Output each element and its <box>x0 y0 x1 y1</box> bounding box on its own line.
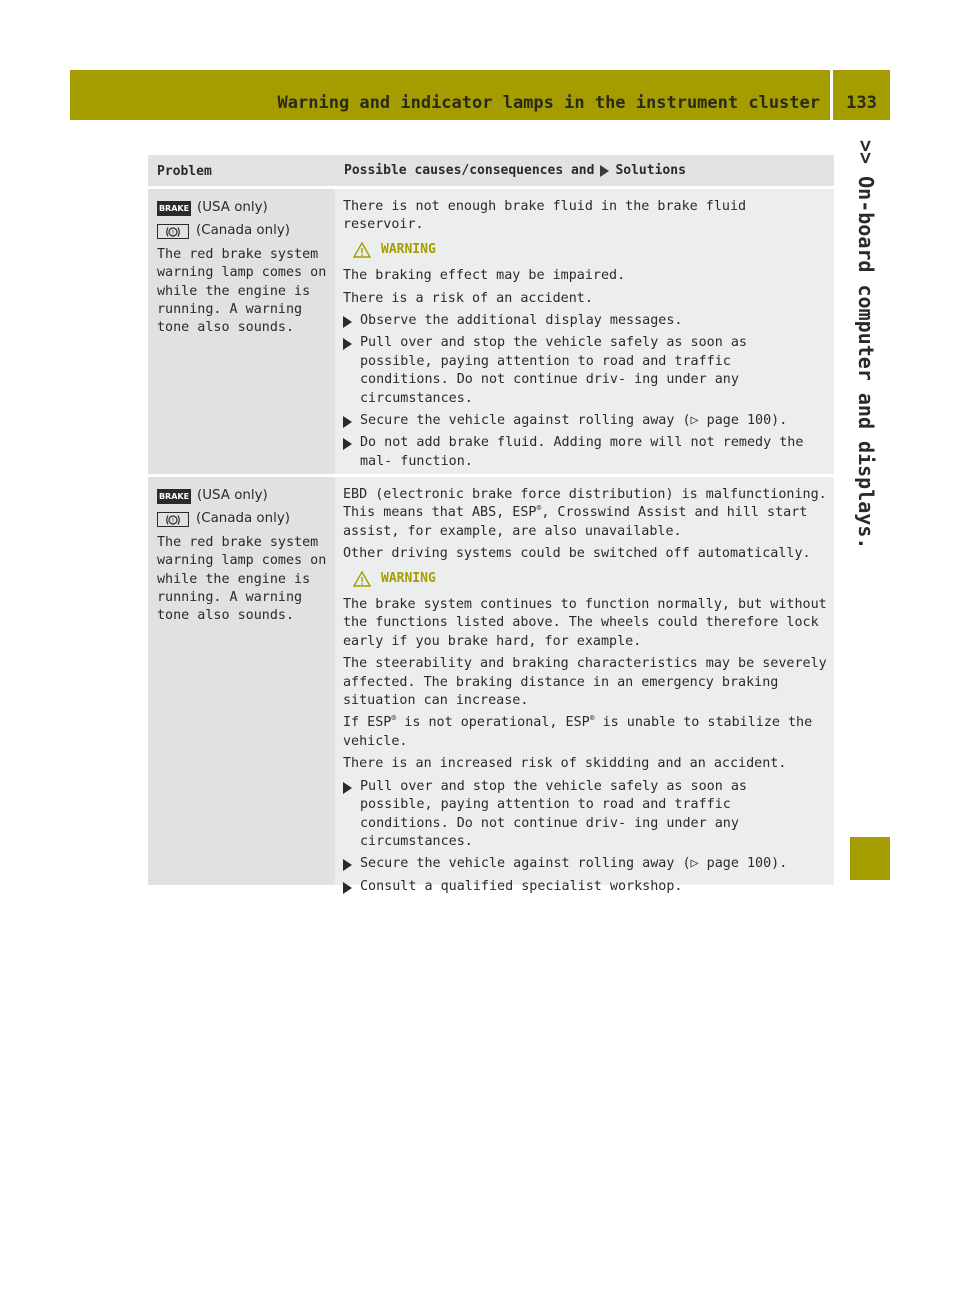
problem-description: The red brake system warning lamp comes on while the engine is running. A warning tone also sounds. <box>157 534 327 624</box>
cause-text: There is not enough brake fluid in the brake fluid reservoir. <box>343 199 747 233</box>
consequence-text: The braking effect may be impaired. <box>343 268 626 284</box>
table-header <box>148 155 834 186</box>
lamp-canada-label: (Canada only) <box>196 223 290 239</box>
step-arrow-icon <box>600 165 609 177</box>
brake-circle-icon <box>157 512 189 527</box>
column-header-problem: Problem <box>157 164 212 179</box>
consequence-text: The brake system continues to function normally, but without the functions listed above. The wheels could therefore lock early if you brake hard, for example. <box>343 597 827 649</box>
page-reference-link[interactable]: Secure the vehicle against rolling away (▷ page 100). <box>360 413 788 429</box>
lamp-canada-label: (Canada only) <box>196 511 290 527</box>
table-row <box>148 186 834 474</box>
problem-cell <box>148 189 335 474</box>
chapter-side-block <box>850 837 890 880</box>
consequence-text: If ESP® is not operational, ESP® is unable to stabilize the vehicle. <box>343 714 813 749</box>
step-arrow-icon <box>343 312 360 330</box>
lamp-usa-label: (USA only) <box>197 200 268 215</box>
cause-text: Other driving systems could be switched off automatically. <box>343 546 811 562</box>
svg-text:!: ! <box>171 517 175 525</box>
problem-description: The red brake system warning lamp comes on while the engine is running. A warning tone also sounds. <box>157 246 327 336</box>
warning-label: WARNING <box>381 241 436 257</box>
step-arrow-icon <box>343 778 360 852</box>
cause-text: EBD (electronic brake force distribution) is malfunctioning. This means that ABS, ESP®, Crosswind Assist and hill start assist, for example, are also unavailable. <box>343 487 827 539</box>
brake-circle-icon <box>157 224 189 239</box>
column-header-solutions-label: Solutions <box>615 162 686 178</box>
warning-triangle-icon <box>353 242 371 258</box>
solution-step: Pull over and stop the vehicle safely as soon as possible, paying attention to road and traffic conditions. Do not continue driv- ing under any circumstances. <box>343 778 827 852</box>
lamp-canada <box>157 510 327 528</box>
column-header-causes: Possible causes/consequences and <box>344 162 595 178</box>
step-arrow-icon <box>343 412 360 430</box>
solution-cell <box>335 477 834 894</box>
step-arrow-icon <box>343 855 360 873</box>
solution-cell <box>335 189 834 474</box>
chapter-side-label: >> On-board computer and displays. <box>854 140 878 550</box>
consequence-text: There is an increased risk of skidding and an accident. <box>343 756 787 772</box>
page-title: Warning and indicator lamps in the instrument cluster <box>277 93 820 113</box>
consequence-text: The steerability and braking characteristics may be severely affected. The braking distance in an emergency braking situation can increase. <box>343 656 827 709</box>
warning-label: WARNING <box>381 570 436 586</box>
lamp-usa <box>157 487 327 505</box>
column-header-solutions <box>335 155 834 186</box>
lamp-canada <box>157 222 327 240</box>
consequence-text: There is a risk of an accident. <box>343 290 593 306</box>
warning-notice <box>353 241 827 259</box>
step-arrow-icon <box>343 434 360 471</box>
problem-cell <box>148 477 335 885</box>
solution-step: Pull over and stop the vehicle safely as soon as possible, paying attention to road and traffic conditions. Do not continue driv- ing under any circumstances. <box>343 334 827 408</box>
lamp-usa <box>157 199 327 217</box>
solution-step: Do not add brake fluid. Adding more will not remedy the mal- function. <box>343 434 827 471</box>
solution-step <box>343 412 827 430</box>
step-arrow-icon <box>343 878 360 896</box>
brake-warning-icon: BRAKE <box>157 201 191 216</box>
brake-warning-icon: BRAKE <box>157 489 191 504</box>
page-reference-link[interactable]: Secure the vehicle against rolling away (▷ page 100). <box>360 856 788 872</box>
page-number: 133 <box>846 93 877 113</box>
table-row <box>148 474 834 894</box>
svg-text:!: ! <box>171 229 175 237</box>
step-arrow-icon <box>343 334 360 408</box>
warning-lamp-table <box>148 155 834 894</box>
warning-notice <box>353 570 827 588</box>
warning-triangle-icon <box>353 571 371 587</box>
header-bar <box>70 70 890 120</box>
solution-step <box>343 855 827 873</box>
solution-step: Consult a qualified specialist workshop. <box>343 878 827 896</box>
solution-step: Observe the additional display messages. <box>343 312 827 330</box>
lamp-usa-label: (USA only) <box>197 488 268 503</box>
